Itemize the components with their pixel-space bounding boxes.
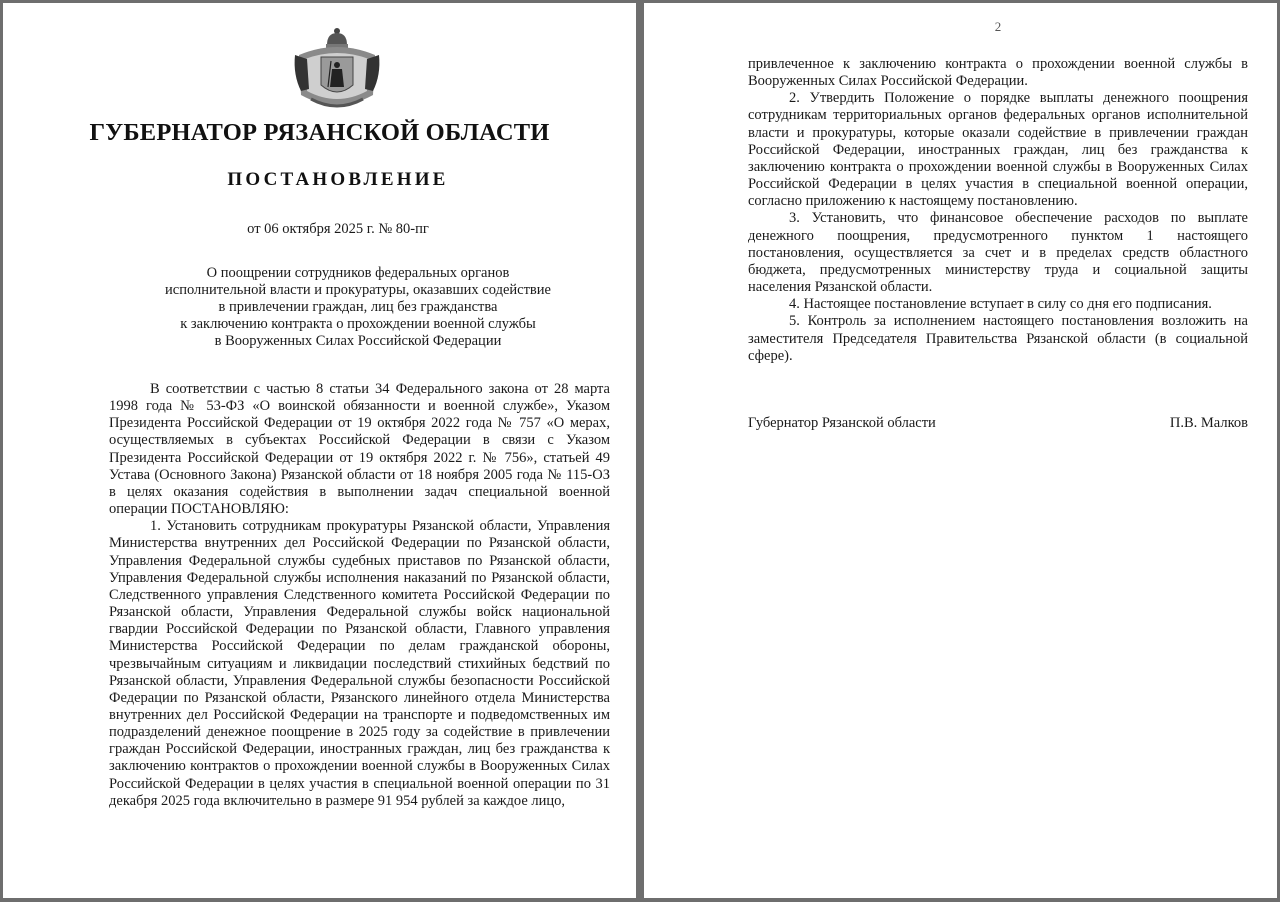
authority-title: ГУБЕРНАТОР РЯЗАНСКОЙ ОБЛАСТИ [89,119,550,146]
item-4-paragraph: 4. Настоящее постановление вступает в силу со дня его подписания. [789,296,1212,313]
signatory-title: Губернатор Рязанской области [748,415,936,431]
signatory-name: П.В. Малков [1169,415,1248,431]
page-number: 2 [994,19,1002,34]
preamble-paragraph: В соответствии с частью 8 статьи 34 Федерального закона от 28 марта 1998 года № 53-ФЗ «О воинской обязанности и военной службе», Указом Президента Российской Федерации от 19 октября 2022 года № 757 «О мерах, осуществляемых в субъектах Российской Федерации в связи с Указом Президента Российской Федерации от 19 октября 2022 г. № 756», статьей 49 Устава (Основного Закона) Рязанской области от 18 ноября 2005 года № 115-ОЗ в целях оказания содействия в выполнении задач специальной военной операции ПОСТАНОВЛЯЮ: [109,381,610,518]
item-3-paragraph: 3. Установить, что финансовое обеспечение расходов по выплате денежного поощрения, предусмотренного пунктом 1 настоящего постановления, осуществляется за счет и в пределах средств областного бюджета, предусмотренных министерству труда и социальной защиты населения Рязанской области. [748,210,1248,296]
subject-line: в Вооруженных Силах Российской Федерации [214,333,502,350]
item-1-continued-paragraph: привлеченное к заключению контракта о прохождении военной службы в Вооруженных Силах Российской Федерации. [748,56,1248,90]
page1-body [109,381,610,810]
page2-body [748,56,1248,365]
subject-line: О поощрении сотрудников федеральных органов [206,265,510,281]
subject-line: к заключению контракта о прохождении военной службы [180,316,536,333]
document-page-2 [644,3,1277,898]
subject-line: в привлечении граждан, лиц без гражданства [218,299,498,316]
document-subject [103,265,613,350]
item-2-paragraph: 2. Утвердить Положение о порядке выплаты денежного поощрения сотрудникам территориальных органов федеральных органов исполнительной власти и прокуратуры, которые оказали содействие в привлечении граждан Российской Федерации, иностранных граждан, лиц без гражданства к заключению контракта о прохождении военной службы в Вооруженных Силах Российской Федерации в целях участия в специальной военной операции, согласно приложению к настоящему постановлению. [748,90,1248,210]
document-type-heading: ПОСТАНОВЛЕНИЕ [227,169,449,190]
document-page-1 [3,3,636,898]
document-date-number: от 06 октября 2025 г. № 80-пг [247,221,429,237]
item-1-paragraph: 1. Установить сотрудникам прокуратуры Рязанской области, Управления Министерства внутренних дел Российской Федерации по Рязанской области, Управления Федеральной службы судебных приставов по Рязанской области, Управления Федеральной службы исполнения наказаний по Рязанской области, Следственного управления Следственного комитета Российской Федерации по Рязанской области, Управления Федеральной службы войск национальной гвардии Российской Федерации по Рязанской области, Главного управления Министерства Российской Федерации по делам гражданской обороны, чрезвычайным ситуациям и ликвидации последствий стихийных бедствий по Рязанской области, Управления Федеральной службы безопасности Российской Федерации по Рязанской области, Рязанского линейного отдела Министерства внутренних дел Российской Федерации на транспорте и подведомственных им подразделений денежное поощрение в 2025 году за содействие в привлечении граждан Российской Федерации, иностранных граждан, лиц без гражданства к заключению контрактов о прохождении военной службы в Вооруженных Силах Российской Федерации в целях участия в специальной военной операции по 31 декабря 2025 года включительно в размере 91 954 рублей за каждое лицо, [109,518,610,809]
item-5-paragraph: 5. Контроль за исполнением настоящего постановления возложить на заместителя Председателя Правительства Рязанской области (в социальной сфере). [748,313,1248,364]
subject-line: исполнительной власти и прокуратуры, оказавших содействие [165,282,551,299]
coat-of-arms-icon [291,25,383,113]
signature-block [748,415,1248,432]
